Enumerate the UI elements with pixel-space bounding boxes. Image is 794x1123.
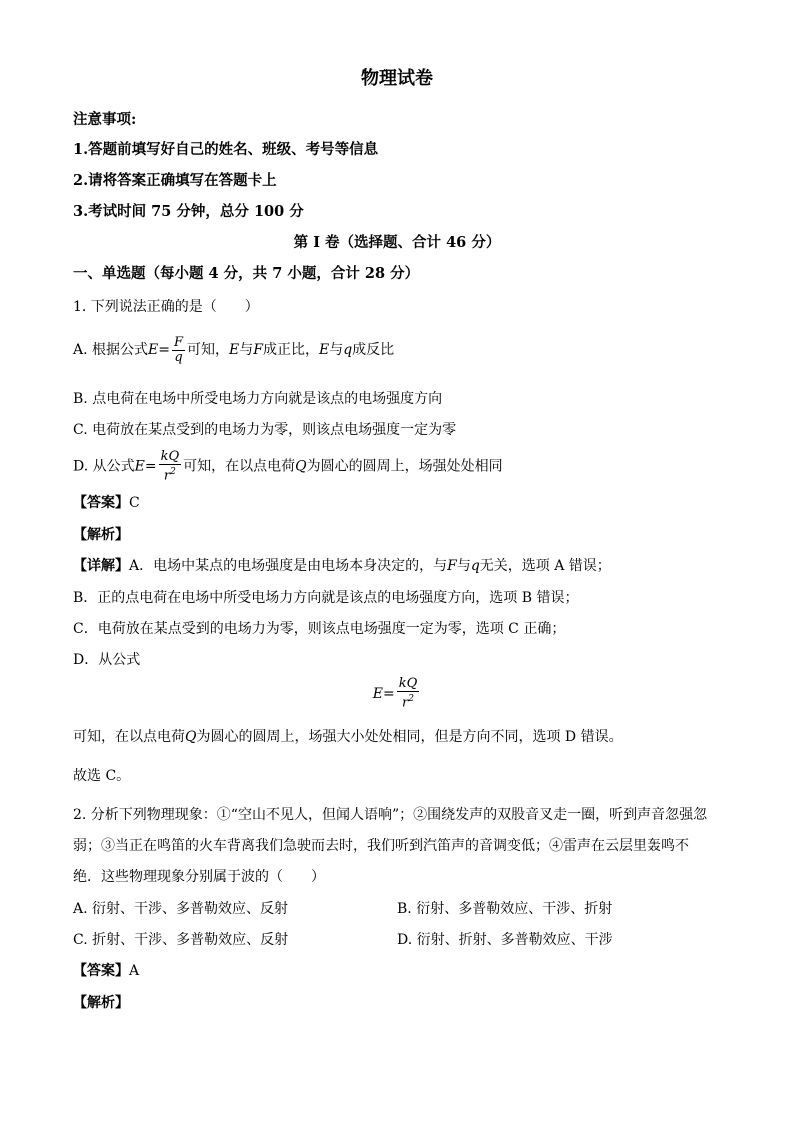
q2-answer: 【答案】A (73, 963, 140, 979)
q2-stem-line-1: 2. 分析下列物理现象：①“空山不见人，但闻人语响”；②围绕发声的双股音叉走一圈，听到声音忽强忽 (73, 807, 708, 823)
q2-option-c: C. 折射、干涉、多普勒效应、反射 (73, 932, 289, 948)
q2-option-a: A. 衍射、干涉、多普勒效应、反射 (73, 901, 289, 917)
q1-answer: 【答案】C (73, 495, 140, 511)
q1-option-d: D. 从公式E= $\frac{kQ}{r^2}$ 可知，在以点电荷Q为圆心的圆周上，场强处处相同 (73, 449, 503, 484)
q2-analysis-label: 【解析】 (73, 995, 129, 1011)
q1-formula: E= $\frac{kQ}{r^2}$ (372, 676, 418, 711)
q1-option-c: C. 电荷放在某点受到的电场力为零，则该点电场强度一定为零 (73, 422, 457, 438)
q1-stem: 1. 下列说法正确的是（ ） (73, 299, 259, 315)
q2-stem-line-2: 弱；③当正在鸣笛的火车背离我们急驶而去时，我们听到汽笛声的音调变低；④雷声在云层里轰鸣不 (73, 838, 689, 854)
q1-final: 故选 C。 (73, 768, 131, 784)
page-title: 物理试卷 (361, 68, 433, 89)
q1-option-b: B. 点电荷在电场中所受电场力方向就是该点的电场强度方向 (73, 391, 443, 407)
fraction-kq-over-r2-display: $\frac{kQ}{r^2}$ (398, 676, 418, 711)
q2-stem-line-3: 绝．这些物理现象分别属于波的（ ） (73, 869, 325, 885)
q1-detail-b: B．正的点电荷在电场中所受电场力方向就是该点的电场强度方向，选项 B 错误； (73, 590, 579, 606)
part-title: 一、单选题（每小题 4 分，共 7 小题，合计 28 分） (73, 265, 420, 282)
fraction-f-over-q: $\frac{F}{q}$ (173, 334, 184, 365)
q1-analysis-label: 【解析】 (73, 527, 129, 543)
notice-item-2: 2.请将答案正确填写在答题卡上 (73, 172, 277, 189)
q1-conclusion: 可知，在以点电荷Q为圆心的圆周上，场强大小处处相同，但是方向不同，选项 D 错误。 (73, 729, 623, 745)
q1-detail-d: D．从公式 (73, 652, 141, 668)
notice-item-3: 3.考试时间 75 分钟，总分 100 分 (73, 203, 304, 220)
section-title: 第 I 卷（选择题、合计 46 分） (293, 234, 501, 251)
fraction-kq-over-r2: $\frac{kQ}{r^2}$ (160, 449, 180, 484)
q2-option-d: D. 衍射、折射、多普勒效应、干涉 (397, 932, 613, 948)
notice-heading: 注意事项: (73, 111, 137, 128)
q1-detail-a: 【详解】A．电场中某点的电场强度是由电场本身决定的，与F与q无关，选项 A 错误； (73, 558, 611, 574)
q1-option-a: A. 根据公式E= $\frac{F}{q}$ 可知，E与F成正比，E与q成反比 (73, 334, 395, 365)
q1-detail-c: C．电荷放在某点受到的电场力为零，则该点电场强度一定为零，选项 C 正确； (73, 621, 566, 637)
q2-option-b: B. 衍射、多普勒效应、干涉、折射 (397, 901, 613, 917)
notice-item-1: 1.答题前填写好自己的姓名、班级、考号等信息 (73, 141, 379, 158)
